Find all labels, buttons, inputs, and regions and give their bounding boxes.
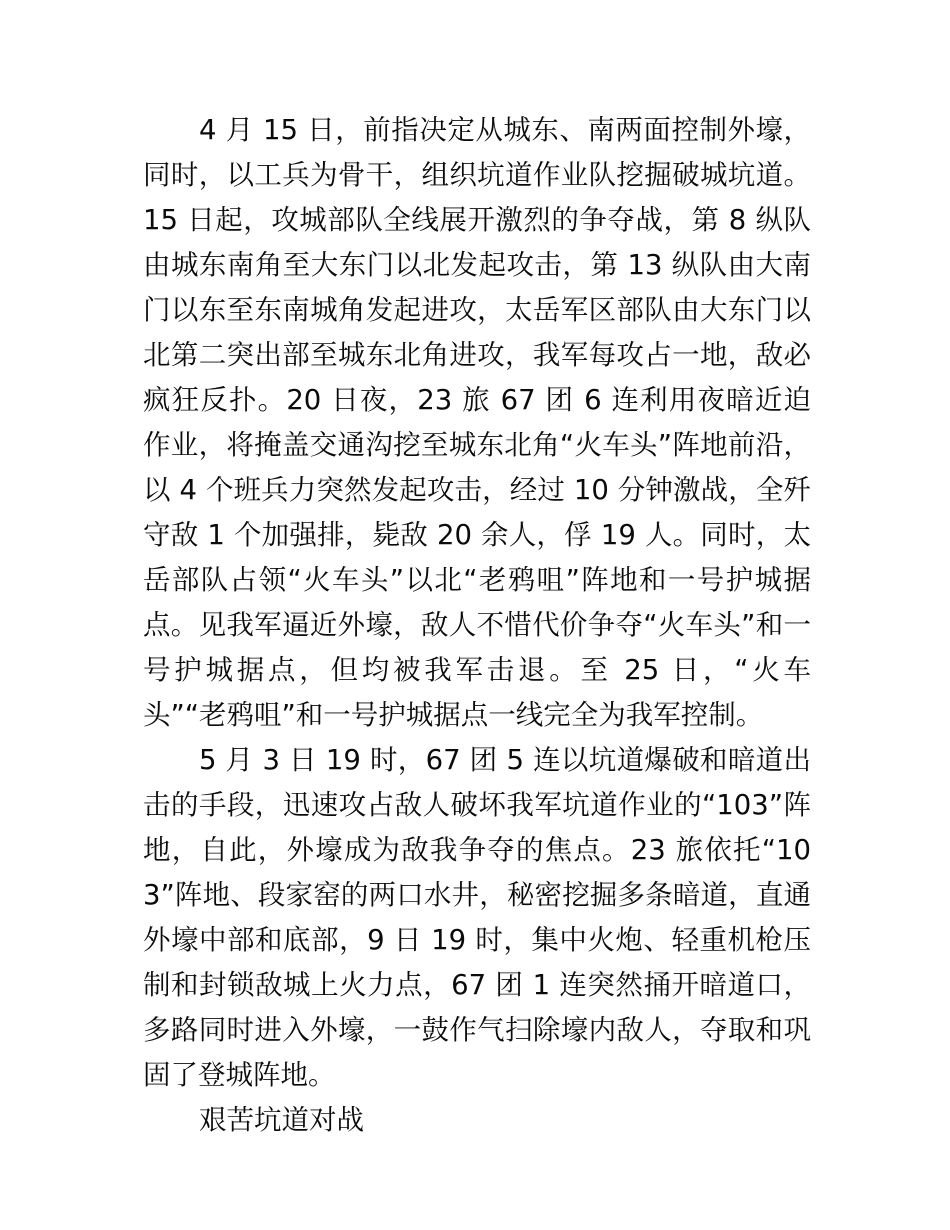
body-paragraph-1: 4 月 15 日，前指决定从城东、南两面控制外壕，同时，以工兵为骨干，组织坑道作业队挖掘破城坑道。15 日起，攻城部队全线展开激烈的争夺战，第 8 纵队由城东南角至大东门以北发起攻击，第 13 纵队由大南门以东至东南城角发起进攻，太岳军区部队由大东门以北第二突出部至城东北角进攻，我军每攻占一地，敌必疯狂反扑。20 日夜，23 旅 67 团 6 连利用夜暗近迫作业，将掩盖交通沟挖至城东北角“火车头”阵地前沿，以 4 个班兵力突然发起攻击，经过 10 分钟激战，全歼守敌 1 个加强排，毙敌 20 余人，俘 19 人。同时，太岳部队占领“火车头”以北“老鸦咀”阵地和一号护城据点。见我军逼近外壕，敌人不惜代价争夺“火车头”和一号护城据点，但均被我军击退。至 25 日，“火车头”“老鸦咀”和一号护城据点一线完全为我军控制。 [143, 114, 811, 731]
document-text-body [143, 108, 811, 1143]
body-paragraph-2: 5 月 3 日 19 时，67 团 5 连以坑道爆破和暗道出击的手段，迅速攻占敌人破坏我军坑道作业的“103”阵地，自此，外壕成为敌我争夺的焦点。23 旅依托“103”阵地、段家窑的两口水井，秘密挖掘多条暗道，直通外壕中部和底部，9 日 19 时，集中火炮、轻重机枪压制和封锁敌城上火力点，67 团 1 连突然捅开暗道口，多路同时进入外壕，一鼓作气扫除壕内敌人，夺取和巩固了登城阵地。 [143, 744, 811, 1091]
section-heading: 艰苦坑道对战 [199, 1104, 364, 1136]
